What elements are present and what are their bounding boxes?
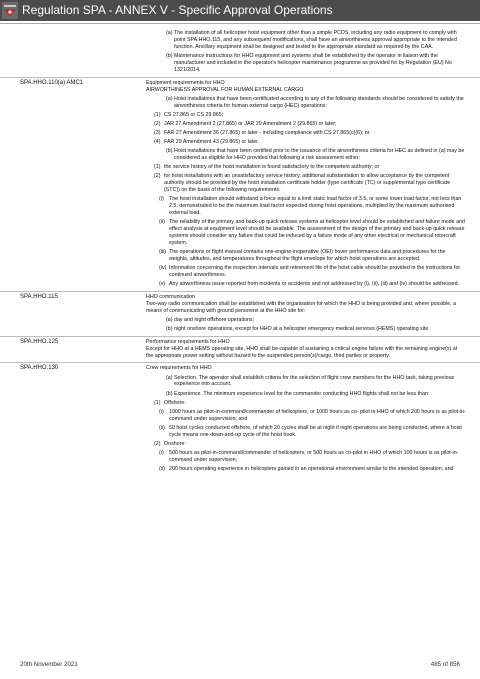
item-label: (1) [154, 399, 161, 406]
item-label: (b) [166, 325, 173, 332]
list-item [146, 96, 466, 110]
list-item [146, 409, 466, 423]
item-text: 500 hours as pilot-in-command/commander of helicopters, or 500 hours as co-pilot in HHO of which 100 hours is as pilot-in-command under supervision; [169, 449, 459, 463]
list-item [146, 400, 466, 407]
regulation-section [0, 362, 480, 475]
item-label: (ii) [159, 219, 165, 226]
regulation-section [0, 26, 480, 77]
item-label: (a) [166, 374, 173, 381]
item-label: (i) [159, 196, 164, 203]
item-label: (b) [166, 148, 173, 155]
document-title: Regulation SPA - ANNEX V - Specific Approval Operations [22, 3, 333, 17]
section-intro: Except for HHO at a HEMS operating site, HHO shall be capable of sustaining a critical engine failure with the remaining engine(s) at the appropriate power setting without hazard to the suspended person(s)/cargo, third parties or property. [146, 345, 458, 359]
item-label: (2) [154, 440, 161, 447]
section-text [146, 26, 466, 77]
item-text: 1000 hours as pilot-in-command/commander of helicopters, or 1000 hours as co- pilot in HHO of which 200 hours is as pilot-in-command under supervision; and [169, 408, 466, 422]
list-item [146, 317, 466, 324]
section-text [146, 292, 466, 336]
item-text: Experience. The minimum experience level for the commander conducting HHO flights shall not be less than: [174, 390, 430, 397]
caa-logo-icon [2, 2, 18, 19]
section-heading: HHO communication [146, 293, 195, 300]
list-item [146, 173, 466, 194]
section-code: SPA.HHO.125 [20, 338, 59, 345]
item-label: (3) [154, 130, 161, 136]
list-item [146, 121, 466, 128]
item-label: (ii) [159, 424, 165, 431]
item-text: FAR 27 Amendment 36 (27.865) or later - including compliance with CS 27.865(c)(6); or [164, 130, 370, 136]
list-item [146, 265, 466, 279]
item-text: JAR 27 Amendment 2 (27.865) or JAR 29 Amendment 2 (29.865) or later; [164, 120, 337, 127]
item-label: (v) [159, 280, 166, 287]
item-label: (4) [154, 139, 161, 146]
list-item [146, 391, 466, 398]
item-text: CS 27.865 or CS 29.865; [164, 111, 224, 118]
regulation-section [0, 291, 480, 336]
item-text: Any airworthiness issue reported from incidents or accidents and not addressed by (i), (ii), (iii) and (iv) should be addressed. [169, 280, 459, 287]
item-label: (a) [166, 316, 173, 323]
item-label: (b) [166, 390, 173, 397]
item-text: 50 hoist cycles conducted offshore, of which 20 cycles shall be at night if night operations are being conducted, where a hoist cycle means one down-and-up cycle of the hoist hook. [169, 424, 462, 438]
regulation-section [0, 77, 480, 291]
list-item [146, 30, 466, 51]
section-intro: AIRWORTHINESS APPROVAL FOR HUMAN EXTERNAL CARGO [146, 86, 304, 93]
section-heading: Crew requirements for HHO [146, 365, 212, 372]
list-item [146, 441, 466, 448]
list-item [146, 375, 466, 389]
item-text: night onshore operations, except for HHO at a helicopter emergency medical services (HEMS) operating site. [174, 325, 430, 332]
item-label: (b) [166, 53, 173, 60]
list-item [146, 139, 466, 146]
list-item [146, 450, 466, 464]
section-code: SPA.HHO.115 [20, 293, 58, 300]
list-item [146, 130, 466, 137]
section-heading: Performance requirements for HHO [146, 338, 230, 345]
section-code: SPA.HHO.130 [20, 365, 59, 372]
item-text: The reliability of the primary and back-up quick release systems at helicopter level should be established and failure mode and effect analysis at equipment level should be available. The assessment of the design of the primary and back-up quick release systems should consider any failure that could be induced by a failure mode of any other electrical or mechanical rotorcraft system. [169, 219, 465, 246]
item-label: (a) [166, 30, 173, 37]
item-text: 200 hours operating experience in helicopters gained in an operational environment similar to the intended operation; and [169, 465, 454, 472]
item-label: (ii) [159, 465, 165, 472]
list-item [146, 219, 466, 247]
section-code: SPA.HHO.110(a) AMC1 [20, 79, 84, 86]
item-label: (i) [159, 408, 164, 415]
item-label: (iv) [159, 264, 167, 271]
item-text: day and night offshore operations; [174, 316, 255, 323]
page-header [0, 0, 480, 21]
list-item [146, 281, 466, 288]
item-label: (2) [154, 173, 161, 180]
item-label: (1) [154, 111, 161, 118]
section-text [146, 363, 466, 475]
item-text: The hoist installation should withstand a force equal to a limit static load factor of 3.5, or some lower load factor, not less than 2.5, demonstrated to be the maximum load factor expected during hoist operations, multiplied by the maximum authorised external load. [169, 196, 462, 216]
item-text: The installation of all helicopter hoist equipment other than a simple PCDS, including any radio equipment to comply with point SPA.HHO.115, and any subsequent modifications, shall have an airworthiness approval appropriate to the intended function. Ancillary equipment shall be designed and tested to the appropriate standard as required by the CAA. [174, 30, 457, 50]
item-text: the service history of the hoist installation is found satisfactory to the competent authority; or [164, 164, 380, 171]
footer-date: 20th November 2021 [20, 661, 78, 668]
list-item [146, 148, 466, 162]
section-intro: Two-way radio communication shall be established with the organisation for which the HHO is being provided and, where possible, a means of communicating with ground personnel at the HHO site for: [146, 300, 457, 314]
item-label: (i) [159, 449, 164, 456]
item-text: Onshore: [164, 440, 186, 447]
item-text: Maintenance instructions for HHO equipment and systems shall be established by the operator in liaison with the manufacturer and included in the operator's helicopter maintenance programme as provided for by Regulation (EU) No 1321/2014. [174, 53, 452, 73]
item-text: Hoist installations that have been certificated according to any of the following standards should be considered to satisfy the airworthiness criteria for human external cargo (HEC) operations: [174, 95, 464, 109]
item-text: The operations or flight manual contains one-engine-inoperative (OEI) hover performance data and procedures for the weights, altitudes, and temperatures throughout the flight envelope for which hoist operations are accepted. [169, 248, 446, 262]
item-label: (1) [154, 164, 161, 171]
list-item [146, 196, 466, 217]
item-label: (iii) [159, 248, 167, 255]
footer-page-number: 485 of 856 [430, 661, 460, 668]
item-text: Hoist installations that have been certified prior to the issuance of the airworthiness criteria for HEC as defined in (a) may be considered as eligible for HHO provided that following a risk assessment either: [174, 148, 465, 162]
list-item [146, 164, 466, 171]
list-item [146, 249, 466, 263]
section-heading: Equipment requirements for HHO [146, 79, 225, 86]
list-item [146, 326, 466, 333]
list-item [146, 53, 466, 74]
item-text: FAR 29 Amendment 43 (29.865) or later. [164, 139, 260, 146]
list-item [146, 425, 466, 439]
item-text: Offshore: [164, 399, 186, 406]
regulation-section [0, 336, 480, 363]
item-text: for hoist installations with an unsatisfactory service history, additional substantiation to allow acceptance by the competent authority should be provided by the hoist installation certificate holder (type certificate (TC) or supplemental type certificate (STC)) on the basis of the following requirements: [164, 173, 451, 194]
item-label: (a) [166, 95, 173, 102]
item-text: Selection. The operator shall establish criteria for the selection of flight crew members for the HHO task, taking previous experience into account. [174, 374, 455, 388]
item-text: Information concerning the inspection intervals and retirement life of the hoist cable should be provided in the instructions for continued airworthiness. [169, 264, 461, 278]
list-item [146, 112, 466, 119]
section-text [146, 78, 466, 291]
section-text [146, 337, 466, 363]
header-rule [0, 23, 480, 24]
item-label: (2) [154, 120, 161, 127]
list-item [146, 466, 466, 473]
document-body [0, 26, 480, 476]
